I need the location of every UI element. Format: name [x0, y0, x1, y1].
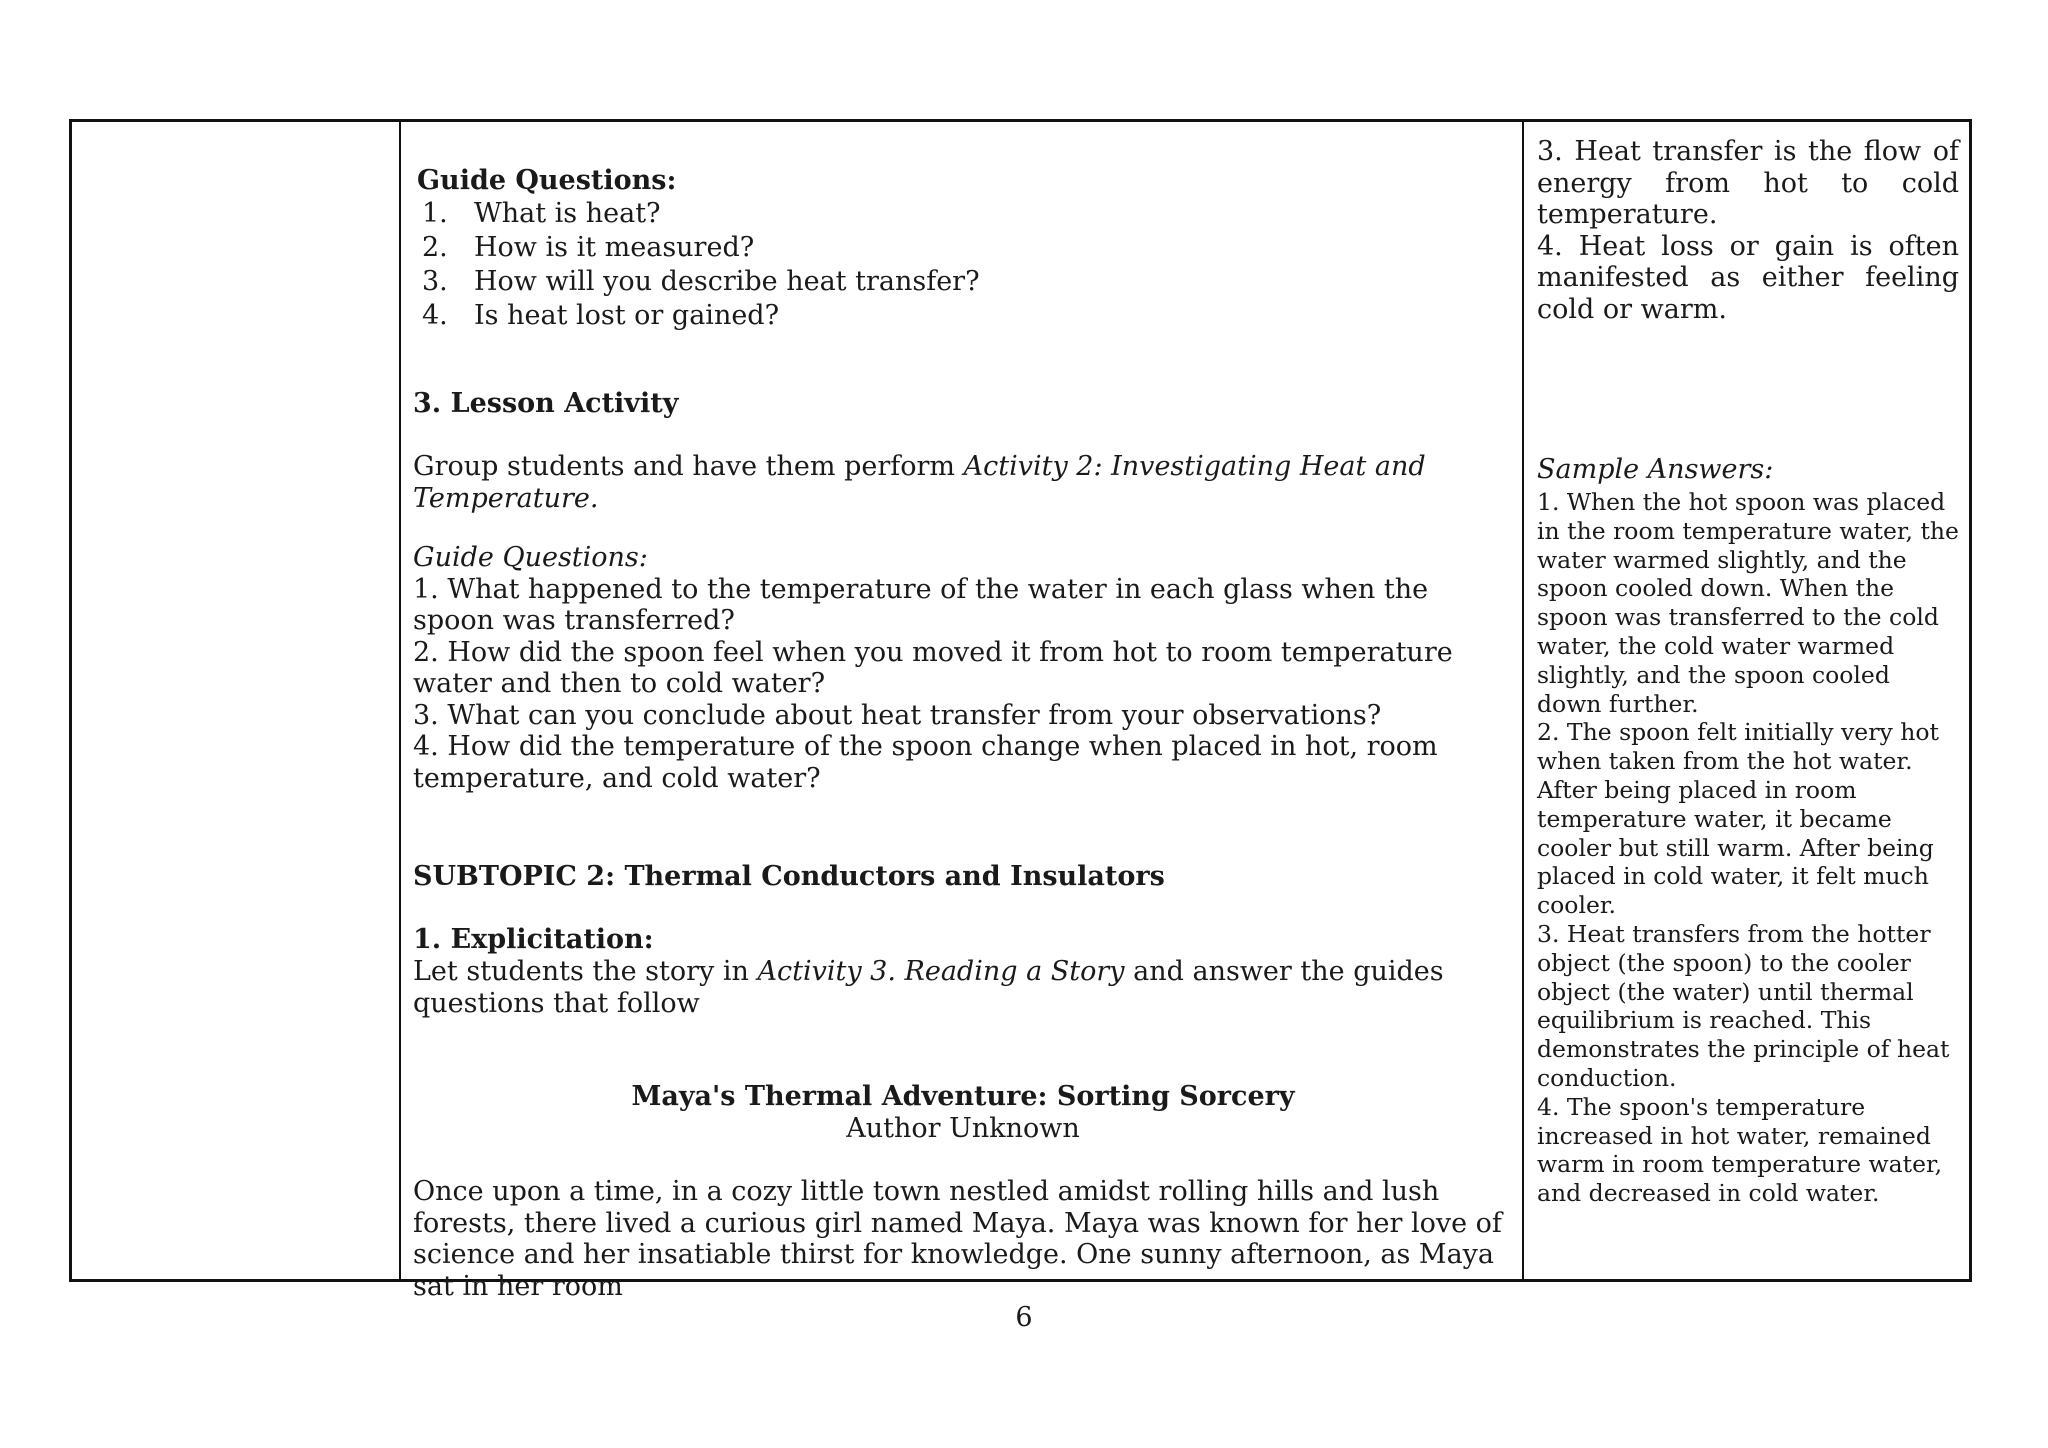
answers-content — [1537, 136, 1959, 1208]
list-item: 2. The spoon felt initially very hot when taken from the hot water. After being placed in room temperature water, it became cooler but still warm. After being placed in cold water, it felt much cooler. — [1537, 718, 1939, 920]
list-item: 1. When the hot spoon was placed in the room temperature water, the water warmed slightly, and the spoon cooled down. When the spoon was transferred to the cold water, the cold water warmed slightly, and the spoon cooled down further. — [1537, 488, 1959, 718]
list-item: 2. How is it measured? — [422, 231, 755, 263]
list-item: 4. How did the temperature of the spoon change when placed in hot, room temperature, and cold water? — [413, 731, 1438, 794]
middle-column-cell — [401, 122, 1524, 1302]
guide-questions-block — [417, 165, 1517, 333]
guide-questions-list — [417, 197, 1517, 333]
list-item: 4. The spoon's temperature increased in hot water, remained warm in room temperature water, and decreased in cold water. — [1537, 1092, 1943, 1208]
list-item: 3. What can you conclude about heat transfer from your observations? — [413, 699, 1382, 731]
guide-questions-title: Guide Questions: — [417, 165, 677, 196]
story-paragraph: Once upon a time, in a cozy little town nestled amidst rolling hills and lush forests, there lived a curious girl named Maya. Maya was known for her love of science and her insatiable thirst for knowledge. One sunny afternoon, as Maya sat in her room — [413, 1176, 1502, 1302]
left-column-cell — [72, 122, 401, 1279]
activity-intro-paragraph: Group students and have them perform Activity 2: Investigating Heat and Temperature. — [413, 451, 1426, 514]
story-title: Maya's Thermal Adventure: Sorting Sorcery — [631, 1081, 1295, 1112]
sample-answers-title: Sample Answers: — [1537, 454, 1774, 485]
list-item: 1. What happened to the temperature of the water in each glass when the spoon was transferred? — [413, 573, 1429, 636]
guide-questions-2-title: Guide Questions: — [413, 542, 648, 573]
explicitation-paragraph: Let students the story in Activity 3. Reading a Story and answer the guides questions that follow — [413, 956, 1444, 1019]
list-item: 4. Is heat lost or gained? — [422, 299, 780, 331]
subtopic-heading: SUBTOPIC 2: Thermal Conductors and Insulators — [413, 861, 1165, 892]
page-number: 6 — [1015, 1302, 1033, 1333]
explicitation-heading: 1. Explicitation: — [413, 924, 654, 955]
lesson-activity-heading: 3. Lesson Activity — [413, 388, 679, 419]
answer-4: 4. Heat loss or gain is often manifested as either feeling cold or warm. — [1537, 230, 1959, 325]
explicitation-activity-name: Activity 3. Reading a Story — [757, 956, 1125, 987]
list-item: 3. How will you describe heat transfer? — [422, 265, 980, 297]
answer-3: 3. Heat transfer is the flow of energy from hot to cold temperature. — [1537, 136, 1959, 230]
guide-questions-2-block — [413, 542, 1513, 794]
right-column-cell — [1524, 122, 1969, 1279]
story-author: Author Unknown — [846, 1113, 1080, 1144]
sample-answers-list — [1537, 488, 1959, 1208]
list-item: 3. Heat transfers from the hotter object (the spoon) to the cooler object (the water) until thermal equilibrium is reached. This demonstrates the principle of heat conduction. — [1537, 919, 1950, 1092]
lesson-table — [69, 119, 1972, 1302]
list-item: 1. What is heat? — [422, 197, 661, 229]
list-item: 2. How did the spoon feel when you moved it from hot to room temperature water and then to cold water? — [413, 636, 1453, 699]
activity-name: Activity 2: Investigating Heat and Temperature. — [413, 451, 1426, 514]
